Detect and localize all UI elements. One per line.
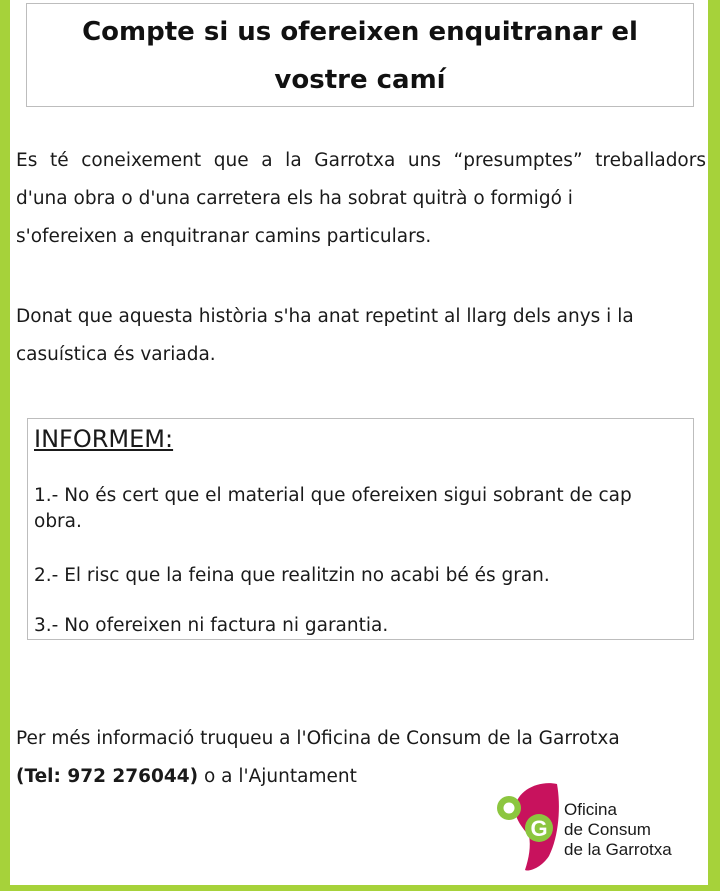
og-logo-icon: [495, 778, 565, 873]
history-line-2: casuística és variada.: [16, 344, 216, 365]
history-line-1: Donat que aquesta història s'ha anat repetint al llarg dels anys i la: [16, 306, 634, 327]
phone-number: (Tel: 972 276044): [16, 766, 199, 787]
title-line-2: vostre camí: [274, 65, 446, 95]
logo-line-1: Oficina: [564, 800, 617, 819]
logo-line-3: de la Garrotxa: [564, 840, 672, 859]
svg-text:G: G: [530, 816, 548, 841]
inform-box: [27, 418, 694, 640]
inform-item-1: 1.- No és cert que el material que ofereixen sigui sobrant de cap obra.: [34, 485, 632, 532]
intro-line-1: Es té coneixement que a la Garrotxa uns “presumptes” treballadors: [16, 150, 706, 171]
title-box: [26, 3, 694, 107]
title-line-1: Compte si us ofereixen enquitranar el: [82, 17, 638, 47]
logo-line-2: de Consum: [564, 820, 651, 839]
inform-heading: INFORMEM:: [34, 425, 174, 453]
contact-line-2-rest: o a l'Ajuntament: [198, 766, 357, 787]
history-paragraph: [16, 298, 706, 374]
intro-paragraph: [16, 142, 706, 256]
contact-line-1: Per més informació truqueu a l'Oficina de Consum de la Garrotxa: [16, 728, 620, 749]
inform-item-2: 2.- El risc que la feina que realitzin no acabi bé és gran.: [34, 565, 550, 586]
intro-line-3: s'ofereixen a enquitranar camins particulars.: [16, 226, 432, 247]
inform-item-3: 3.- No ofereixen ni factura ni garantia.: [34, 615, 389, 636]
oficina-consum-logo: [495, 778, 695, 878]
intro-line-2: d'una obra o d'una carretera els ha sobrat quitrà o formigó i: [16, 188, 573, 209]
logo-text: [564, 800, 672, 860]
